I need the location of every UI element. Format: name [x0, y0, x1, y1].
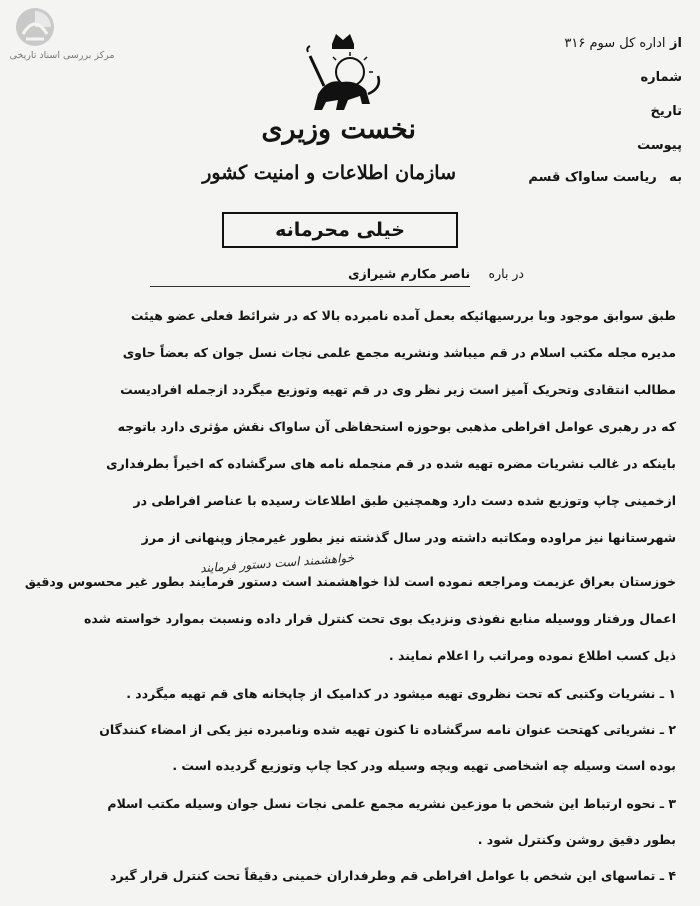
body-line: ۴ ـ تماسهای این شخص با عوامل افراطی قم وطرفداران خمینی دقیقاً تحت کنترل قرار گیرد	[110, 868, 676, 883]
body-line: مدیره مجله مکتب اسلام در قم میباشد ونشریه مجمع علمی نجات نسل جوان که بعضاً حاوی	[122, 345, 676, 360]
body-line: مطالب انتقادی وتحریک آمیز است زیر نظر وی در قم تهیه وتوزیع میگردد ازجمله افرادیست	[120, 382, 676, 397]
meta-from-value: اداره کل سوم ۳۱۶	[564, 36, 666, 51]
org-title-savak: سازمان اطلاعات و امنیت کشور	[202, 162, 456, 184]
body-line: بطور دقیق روشن وکنترل شود .	[477, 832, 676, 847]
meta-from	[564, 36, 682, 51]
classification-stamp	[222, 212, 458, 248]
subject-label: در باره	[488, 266, 524, 281]
subject-underline	[150, 286, 470, 287]
body-line: طبق سوابق موجود وبا بررسیهائیکه بعمل آمده نامبرده بالا که در شرائط فعلی عضو هیئت	[130, 308, 676, 323]
meta-attachment-label: پیوست	[637, 138, 682, 153]
org-title-prime-ministry: نخست وزیری	[261, 114, 416, 145]
meta-date-label: تاریخ	[650, 104, 682, 119]
meta-number	[640, 70, 682, 85]
meta-to	[528, 170, 682, 185]
classification-text: خیلی محرمانه	[275, 219, 405, 241]
body-line: شهرستانها نیز مراوده ومکاتبه داشته ودر سال گذشته نیز بطور غیرمجاز وپنهانی از مرز	[141, 530, 676, 545]
meta-to-value: ریاست ساواک قسم	[528, 170, 657, 185]
meta-to-label: به	[669, 170, 682, 185]
body-line: اعمال ورفتار ووسیله منابع نفوذی ونزدیک بوی تحت کنترل قرار داده ونسبت بموارد خواسته شده	[83, 611, 676, 626]
handwritten-note: خواهشمند است دستور فرمایند	[199, 550, 355, 576]
meta-from-label: از	[670, 36, 682, 51]
meta-attachment	[637, 138, 682, 153]
body-line: بوده است وسیله چه اشخاصی تهیه وبچه وسیله ودر کجا چاپ وتوزیع گردیده است .	[172, 758, 676, 773]
subject-value: ناصر مکارم شیرازی	[348, 266, 471, 281]
body-line: خوزستان بعراق عزیمت ومراجعه نموده است لذا خواهشمند است دستور فرمایند بطور غیر محسوس ودقیق	[24, 574, 676, 589]
body-line: باینکه در غالب نشریات مضره تهیه شده در قم منجمله نامه های سرگشاده که اخیراً بطرفداری	[106, 456, 676, 471]
body-line: که در رهبری عوامل افراطی مذهبی بوحوزه استحفاظی آن ساواک نقش مؤثری دارد باتوجه	[117, 419, 676, 434]
lion-and-sun-emblem-icon	[298, 30, 388, 118]
body-line: ۳ ـ نحوه ارتباط این شخص با موزعین نشریه مجمع علمی نجات نسل جوان وسیله مکتب اسلام	[107, 796, 676, 811]
archive-name: مرکز بررسی اسناد تاریخی	[9, 50, 115, 61]
subject-line	[348, 266, 524, 281]
meta-date	[651, 104, 683, 119]
body-line: ازخمینی چاپ وتوزیع شده دست دارد وهمچنین طبق اطلاعات رسیده با عناصر افراطی در	[133, 493, 676, 508]
body-line: ۲ ـ نشریاتی کهتحت عنوان نامه سرگشاده تا کنون تهیه شده ونامبرده نیز یکی از امضاء کنندگان	[99, 722, 676, 737]
archive-logo-icon	[14, 6, 56, 48]
body-line: ذیل کسب اطلاع نموده ومراتب را اعلام نمایند .	[388, 648, 676, 663]
meta-number-label: شماره	[640, 70, 682, 85]
body-line: ۱ ـ نشریات وکتبی که تحت نظروی تهیه میشود در کدامیک از چاپخانه های قم تهیه میگردد .	[126, 686, 676, 701]
